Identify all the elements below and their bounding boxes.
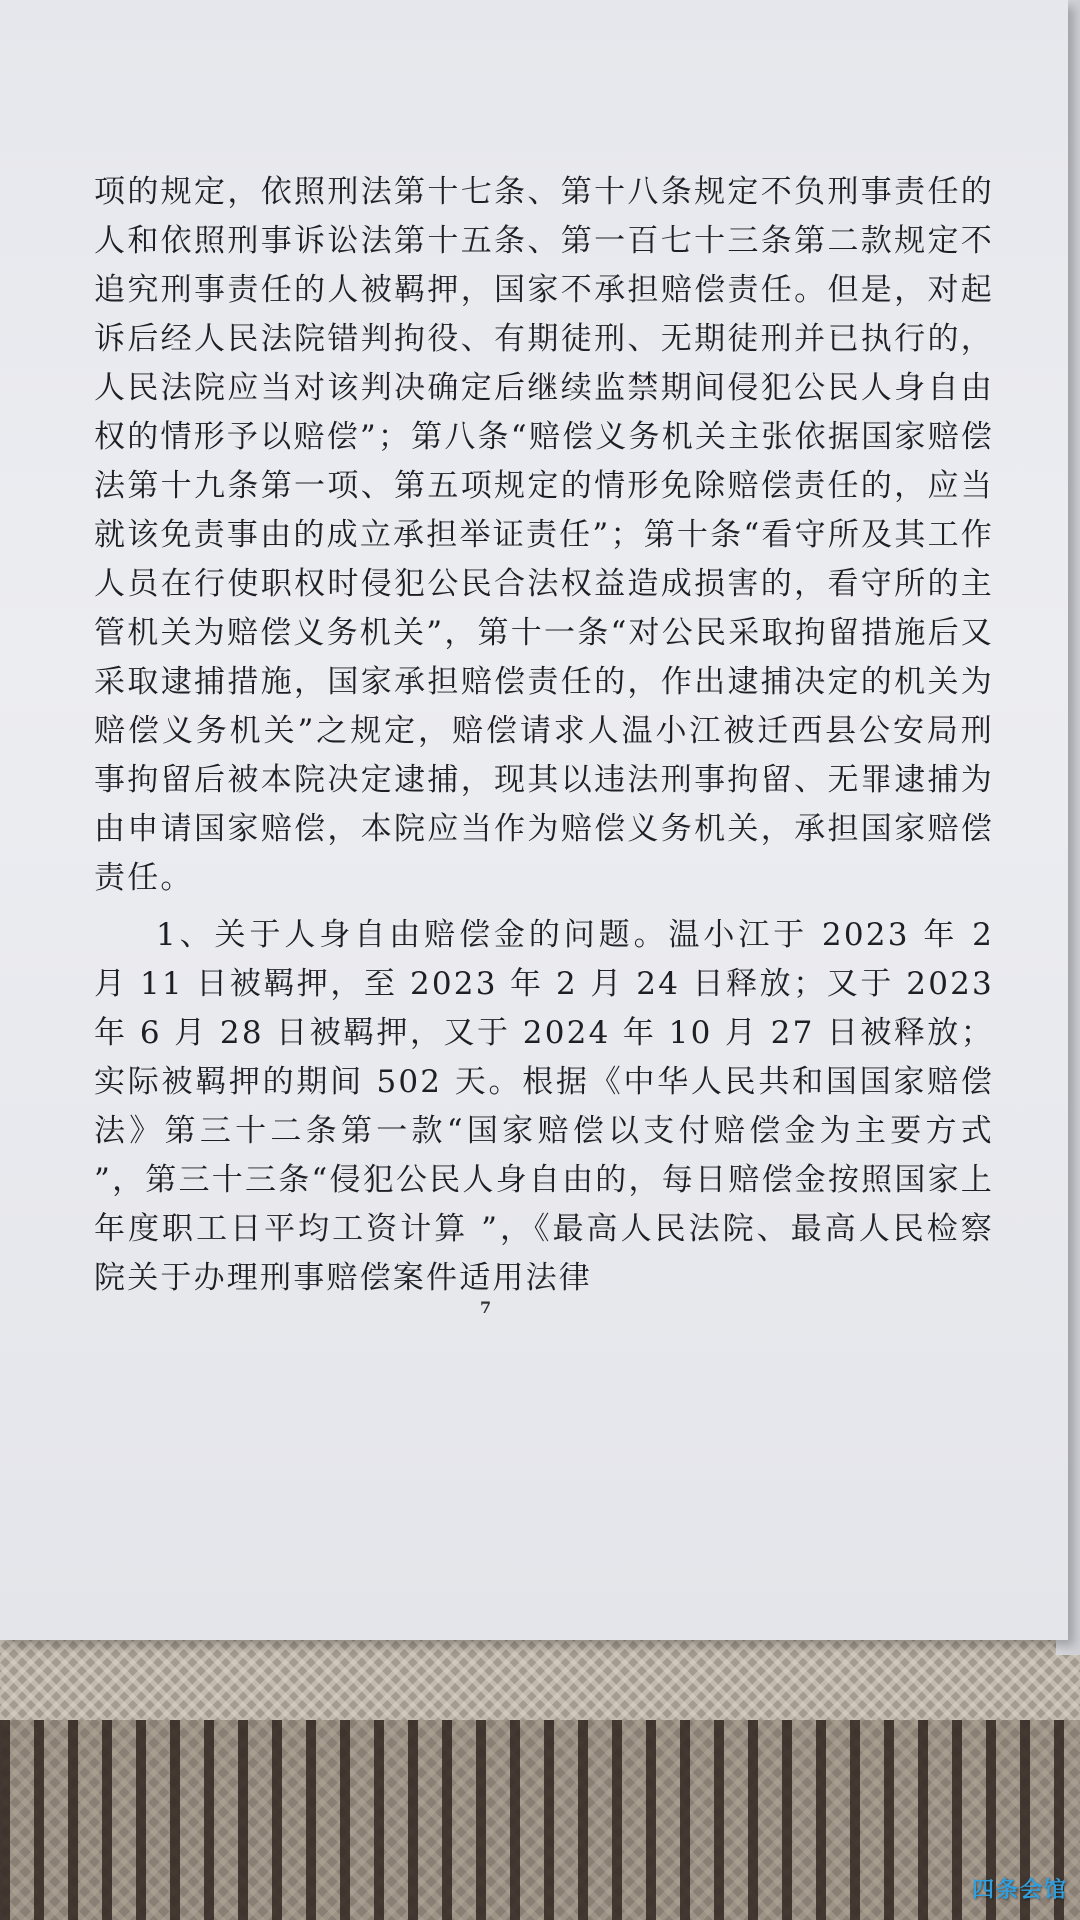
page-number: 7 [480, 1298, 492, 1317]
paragraph-personal-freedom-compensation: 1、关于人身自由赔偿金的问题。温小江于 2023 年 2 月 11 日被羁押，至 2023 年 2 月 24 日释放；又于 2023 年 6 月 28 日被羁押，又于 2024 年 10 月 27 日被释放；实际被羁押的期间 502 天。根据《中华人民共和国国家赔偿法》第三十二条第一款“国家赔偿以支付赔偿金为主要方式 ”，第三十三条“侵犯公民人身自由的，每日赔偿金按照国家上年度职工日平均工资计算 ”，《最高人民法院、最高人民检察院关于办理刑事赔偿案件适用法律 [94, 917, 994, 1296]
document-body [94, 168, 994, 1303]
site-watermark: 四条会馆 [971, 1878, 1068, 1903]
paragraph-legal-basis: 项的规定，依照刑法第十七条、第十八条规定不负刑事责任的人和依照刑事诉讼法第十五条、第一百七十三条第二款规定不追究刑事责任的人被羁押，国家不承担赔偿责任。但是，对起诉后经人民法院错判拘役、有期徒刑、无期徒刑并已执行的，人民法院应当对该判决确定后继续监禁期间侵犯公民人身自由权的情形予以赔偿”；第八条“赔偿义务机关主张依据国家赔偿法第十九条第一项、第五项规定的情形免除赔偿责任的，应当就该免责事由的成立承担举证责任”；第十条“看守所及其工作人员在行使职权时侵犯公民合法权益造成损害的，看守所的主管机关为赔偿义务机关”，第十一条“对公民采取拘留措施后又采取逮捕措施，国家承担赔偿责任的，作出逮捕决定的机关为赔偿义务机关”之规定，赔偿请求人温小江被迁西县公安局刑事拘留后被本院决定逮捕，现其以违法刑事拘留、无罪逮捕为由申请国家赔偿，本院应当作为赔偿义务机关，承担国家赔偿责任。 [94, 174, 994, 896]
